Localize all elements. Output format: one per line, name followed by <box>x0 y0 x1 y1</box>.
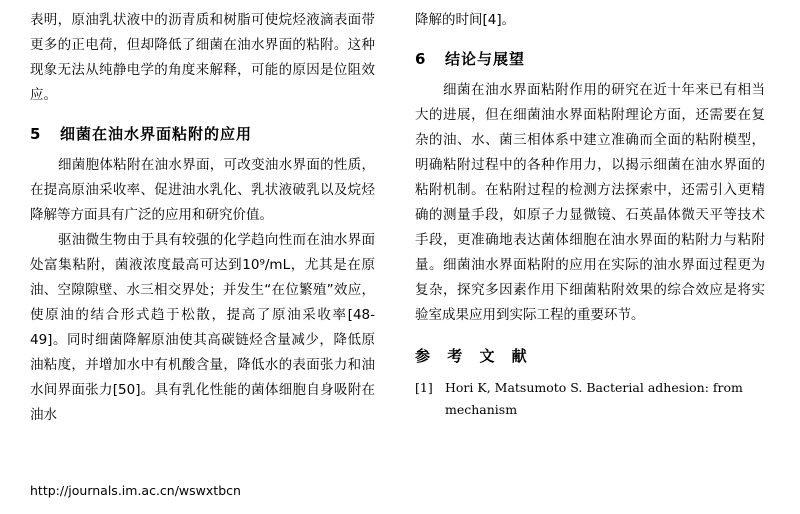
right-paragraph-continuation: 降解的时间[4]。 <box>415 12 516 28</box>
left-section-paragraph-1: 细菌胞体粘附在油水界面，可改变油水界面的性质，在提高原油采收率、促进油水乳化、乳状液破乳以及烷烃降解等方面具有广泛的应用和研究价值。 <box>30 157 375 223</box>
left-column <box>30 8 375 428</box>
references-heading: 参 考 文 献 <box>415 347 533 365</box>
left-paragraph-continuation: 表明，原油乳状液中的沥青质和树脂可使烷烃液滴表面带更多的正电荷，但却降低了细菌在油水界面的粘附。这种现象无法从纯静电学的角度来解释，可能的原因是位阻效应。 <box>30 12 375 103</box>
footer-url[interactable]: http://journals.im.ac.cn/wswxtbcn <box>30 483 241 498</box>
right-section-paragraph-1: 细菌在油水界面粘附作用的研究在近十年来已有相当大的进展，但在细菌油水界面粘附理论方面，还需要在复杂的油、水、菌三相体系中建立准确而全面的粘附模型，明确粘附过程中的各种作用力，以揭示细菌在油水界面的粘附机制。在粘附过程的检测方法探索中，还需引入更精确的测量手段，如原子力显微镜、石英晶体微天平等技术手段，更准确地表达菌体细胞在油水界面的粘附力与粘附量。细菌油水界面粘附的应用在实际的油水界面过程更为复杂，探究多因素作用下细菌粘附效果的综合效应是将实验室成果应用到实际工程的重要环节。 <box>415 82 765 323</box>
section-heading-5 <box>30 122 375 147</box>
reference-text: Hori K, Matsumoto S. Bacterial adhesion: from mechanism <box>445 380 743 417</box>
section-heading-6 <box>415 47 765 72</box>
section-number-5: 5 <box>30 125 41 143</box>
left-section-paragraph-2: 驱油微生物由于具有较强的化学趋向性而在油水界面处富集粘附，菌液浓度最高可达到10⁹/mL，尤其是在原油、空隙隙壁、水三相交界处；并发生“在位繁殖”效应，使原油的结合形式趋于松散，提高了原油采收率[48-49]。同时细菌降解原油使其高碳链烃含量减少，降低原油粘度，并增加水中有机酸含量，降低水的表面张力和油水间界面张力[50]。具有乳化性能的菌体细胞自身吸附在油水 <box>30 232 375 423</box>
section-title-5: 细菌在油水界面粘附的应用 <box>60 125 253 143</box>
reference-number: [1] <box>415 380 433 395</box>
reference-item <box>415 377 765 421</box>
right-column <box>415 8 765 421</box>
section-number-6: 6 <box>415 50 426 68</box>
two-column-layout <box>30 8 776 428</box>
section-title-6: 结论与展望 <box>445 50 526 68</box>
